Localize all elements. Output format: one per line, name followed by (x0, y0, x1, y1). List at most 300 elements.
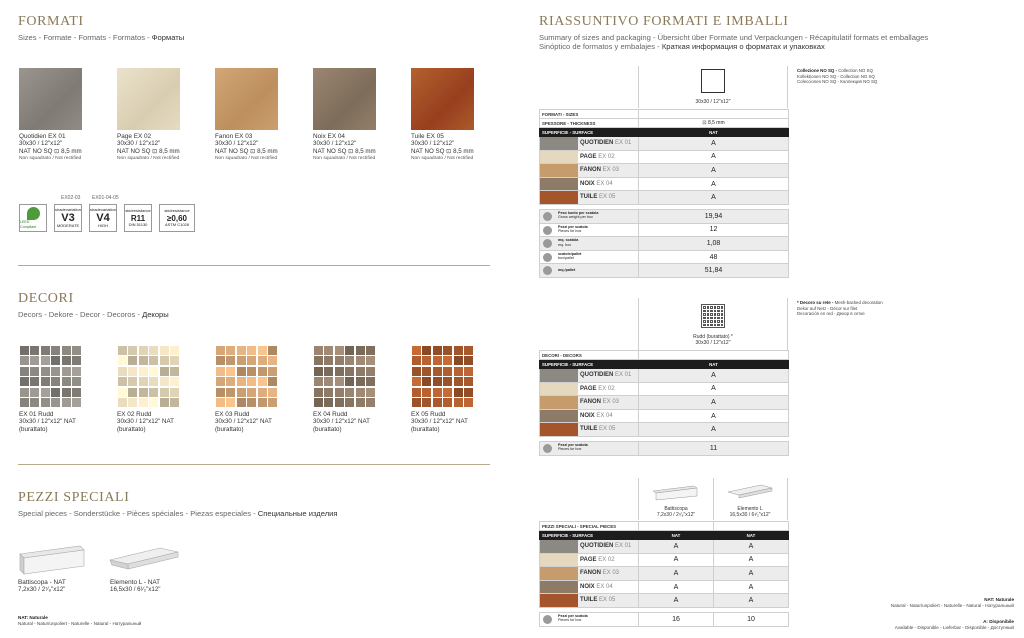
mosaic-cell (366, 388, 375, 397)
mosaic-cell (258, 356, 267, 365)
mosaic-cell (443, 377, 452, 386)
tile-swatch (19, 68, 82, 130)
mosaic-cell (366, 346, 375, 355)
mosaic-cell (247, 398, 256, 407)
mosaic-icon-cell (710, 306, 713, 309)
mosaic-cell (454, 356, 463, 365)
mosaic-cell (464, 388, 473, 397)
row-name: TUILE EX 05 (580, 597, 616, 604)
decori-title: DECORI (18, 291, 74, 306)
mosaic-cell (216, 398, 225, 407)
table-row: Pezzi per scatola Pieces for box 11 (540, 441, 789, 455)
mosaic-cell (268, 346, 277, 355)
mosaic-cell (170, 377, 179, 386)
formati-item-4 (313, 68, 376, 163)
mosaic-cell (464, 367, 473, 376)
item-size: 30x30 / 12"x12" (215, 140, 259, 148)
mosaic-cell (118, 356, 127, 365)
leaf-icon (27, 207, 40, 220)
color-chip (540, 540, 578, 553)
mosaic-cell (356, 367, 365, 376)
row-value: A (639, 409, 789, 423)
row-value: A (714, 580, 789, 594)
mosaic-cell (41, 346, 50, 355)
nat-legend-left (18, 615, 141, 627)
mosaic-cell (62, 367, 71, 376)
mosaic-cell (356, 346, 365, 355)
surface-value: NAT (714, 531, 789, 540)
item-spec: NAT NO SQ ⊡ 8,5 mm (215, 147, 278, 155)
row-value: A (639, 396, 789, 410)
leed-badge (19, 204, 47, 232)
mosaic-cell (226, 377, 235, 386)
mosaic-cell (118, 346, 127, 355)
mosaic-cell (149, 367, 158, 376)
mosaic-cell (216, 377, 225, 386)
item-name: Elemento L - NAT (110, 579, 161, 586)
row-value: 51,84 (639, 264, 789, 278)
mosaic-icon-cell (703, 310, 706, 313)
riassuntivo-title: RIASSUNTIVO FORMATI E IMBALLI (539, 14, 789, 29)
mosaic-cell (314, 367, 323, 376)
table-row (540, 540, 789, 554)
table-row (540, 409, 789, 423)
badge-bottom: DIN 51130 (128, 221, 148, 227)
mosaic-cell (324, 346, 333, 355)
table-row (540, 150, 789, 164)
mosaic-cell (128, 356, 137, 365)
mosaic-cell (62, 388, 71, 397)
mosaic-cell (51, 367, 60, 376)
mosaic-cell (335, 388, 344, 397)
item-spec: NAT NO SQ ⊡ 8,5 mm (117, 147, 180, 155)
mosaic-cell (422, 398, 431, 407)
mosaic-icon-cell (714, 310, 717, 313)
table-vline (638, 478, 639, 520)
mosaic-cell (41, 377, 50, 386)
surface-value: NAT (639, 531, 714, 540)
row-value: 19,94 (639, 209, 789, 223)
pezzi-subtitle: Special pieces - Sonderstücke - Pièces spéciales - Piezas especiales - Специальные изделия (18, 509, 338, 518)
mosaic-cell (247, 356, 256, 365)
mosaic-cell (160, 398, 169, 407)
spessore-value: ⊡ 8,5 mm (639, 119, 789, 128)
mosaic-cell (62, 346, 71, 355)
row-value: A (639, 382, 789, 396)
t3-col2-label: Elemento L 16,5x30 / 6¹⁄₂"x12" (729, 506, 771, 518)
mosaic-icon-cell (710, 320, 713, 323)
mosaic-cell (356, 356, 365, 365)
mosaic-cell (345, 388, 354, 397)
mosaic-cell (139, 388, 148, 397)
mosaic-cell (412, 377, 421, 386)
item-spec: NAT NO SQ ⊡ 8,5 mm (313, 147, 376, 155)
mosaic-icon-cell (703, 313, 706, 316)
mosaic-icon-cell (717, 310, 720, 313)
mosaic-cell (149, 346, 158, 355)
mosaic-cell (422, 356, 431, 365)
row-name: QUOTIDIEN EX 01 (580, 372, 632, 378)
item-note: Non squadrato / Not rectified (19, 156, 82, 162)
badge-bottom: HIGH (98, 222, 108, 228)
mosaic-cell (422, 346, 431, 355)
mosaic-cell (412, 356, 421, 365)
row-name: TUILE EX 05 (580, 426, 616, 433)
formati-label: FORMATI - SIZES (540, 110, 639, 119)
mosaic-cell (72, 398, 81, 407)
row-value: A (639, 191, 789, 205)
mosaic-icon-cell (703, 317, 706, 320)
mosaic-cell (356, 388, 365, 397)
row-name: NOIX EX 04 (580, 180, 613, 187)
formati-item-1 (19, 68, 82, 163)
item-name: Battiscopa - NAT (18, 579, 66, 586)
badge-bottom: MODERATE (56, 222, 80, 228)
mosaic-cell (454, 388, 463, 397)
mosaic-cell (268, 388, 277, 397)
mosaic-icon-cell (717, 306, 720, 309)
mosaic-cell (160, 367, 169, 376)
mosaic-cell (335, 346, 344, 355)
mosaic-cell (433, 346, 442, 355)
mosaic-cell (356, 398, 365, 407)
mosaic-icon-cell (721, 317, 724, 320)
row-value: A (639, 369, 789, 383)
mosaic-cell (226, 356, 235, 365)
surface-value: NAT (639, 360, 789, 369)
row-value: A (639, 567, 714, 581)
surface-value: NAT (639, 128, 789, 137)
summary-table-formati (539, 109, 789, 278)
table-vline (638, 66, 639, 108)
mosaic-swatch (19, 345, 82, 408)
table-row (540, 553, 789, 567)
row-value: A (639, 177, 789, 191)
mosaic-cell (464, 377, 473, 386)
mosaic-cell (237, 398, 246, 407)
mosaic-icon-cell (707, 306, 710, 309)
item-size: 30x30 / 12"x12" NAT (313, 418, 370, 426)
elemento-l-small-icon (727, 484, 773, 500)
row-value: 11 (639, 441, 789, 455)
mosaic-cell (30, 367, 39, 376)
mosaic-swatch (313, 345, 376, 408)
mosaic-cell (366, 377, 375, 386)
mosaic-icon-cell (710, 313, 713, 316)
mosaic-cell (170, 398, 179, 407)
mosaic-cell (51, 356, 60, 365)
item-size: 30x30 / 12"x12" NAT (411, 418, 468, 426)
mosaic-cell (51, 377, 60, 386)
row-value: A (714, 594, 789, 608)
row-value: 16 (639, 612, 714, 626)
table-row (540, 567, 789, 581)
mosaic-icon-cell (710, 324, 713, 327)
item-size: 30x30 / 12"x12" (411, 140, 455, 148)
mosaic-cell (139, 398, 148, 407)
badge-big: V4 (96, 211, 110, 224)
row-value: A (639, 150, 789, 164)
mosaic-cell (258, 377, 267, 386)
color-chip (540, 567, 578, 580)
item-note: Non squadrato / Not rectified (313, 156, 376, 162)
badge-top: skidresistance (164, 207, 190, 213)
shade-v3-badge (54, 204, 82, 232)
mosaic-icon-cell (707, 324, 710, 327)
mosaic-cell (412, 388, 421, 397)
mosaic-cell (314, 398, 323, 407)
a-legend (895, 619, 1014, 631)
color-chip (540, 137, 578, 150)
table-row (540, 191, 789, 205)
mosaic-cell (128, 377, 137, 386)
decori-item-3 (215, 345, 278, 433)
mosaic-cell (454, 398, 463, 407)
table-row (540, 423, 789, 437)
table-row (540, 177, 789, 191)
table-row (540, 382, 789, 396)
mosaic-cell (335, 356, 344, 365)
mosaic-cell (237, 388, 246, 397)
mosaic-cell (170, 388, 179, 397)
row-name: PAGE EX 02 (580, 556, 615, 563)
mosaic-cell (258, 367, 267, 376)
row-value: A (714, 540, 789, 554)
row-value: A (639, 164, 789, 178)
mosaic-cell (170, 346, 179, 355)
mosaic-cell (139, 346, 148, 355)
decori-item-2 (117, 345, 180, 433)
mosaic-cell (128, 367, 137, 376)
item-name: Page EX 02 (117, 133, 152, 140)
mosaic-cell (30, 356, 39, 365)
mosaic-cell (258, 346, 267, 355)
mosaic-swatch (215, 345, 278, 408)
row-value: A (714, 567, 789, 581)
mosaic-icon-cell (703, 324, 706, 327)
row-value: A (714, 553, 789, 567)
table-row (540, 396, 789, 410)
section-divider (18, 464, 490, 465)
mosaic-cell (324, 356, 333, 365)
badge-code-1: EX02-03 (61, 195, 81, 201)
badge-label: LEED Compliant (20, 219, 37, 229)
color-chip (540, 191, 578, 204)
badge-top: shadevariation (89, 206, 117, 212)
color-chip (540, 396, 578, 409)
mosaic-cell (366, 398, 375, 407)
mosaic-cell (30, 388, 39, 397)
row-value: 1,08 (639, 237, 789, 251)
mosaic-cell (20, 367, 29, 376)
mosaic-cell (226, 367, 235, 376)
mosaic-cell (433, 388, 442, 397)
mosaic-icon-cell (714, 306, 717, 309)
mosaic-cell (20, 388, 29, 397)
row-name: NOIX EX 04 (580, 583, 613, 590)
mosaic-cell (128, 398, 137, 407)
legend-title: NAT: Naturale (18, 615, 48, 620)
color-chip (540, 581, 578, 594)
badge-top: shadevariation (54, 206, 82, 212)
mosaic-cell (216, 388, 225, 397)
row-value: A (639, 594, 714, 608)
mosaic-cell (314, 377, 323, 386)
mosaic-cell (433, 398, 442, 407)
item-size: 30x30 / 12"x12" (313, 140, 357, 148)
t2-note: * Decoro su rete - Mesh-backed decoration Dekor auf Netz - Décor sur filet Decoración en red - Декор в сетке (797, 300, 883, 317)
color-chip (540, 151, 578, 164)
mosaic-cell (139, 356, 148, 365)
row-value: 12 (639, 223, 789, 237)
item-note: (burattato) (313, 425, 342, 433)
surface-label: SUPERFICIE - SURFACE (540, 128, 639, 137)
t1-size-label: 30x30 / 12"x12" (695, 99, 731, 105)
color-chip (540, 594, 578, 607)
t3-col1-label: Battiscopa 7,2x30 / 2⁷⁄₈"x12" (656, 506, 696, 518)
mosaic-cell (226, 388, 235, 397)
mosaic-cell (149, 377, 158, 386)
mosaic-cell (20, 356, 29, 365)
mosaic-cell (335, 377, 344, 386)
mosaic-cell (268, 356, 277, 365)
table-row: mq./pallet 51,84 (540, 264, 789, 278)
mosaic-icon-cell (721, 320, 724, 323)
mosaic-cell (247, 388, 256, 397)
mosaic-cell (324, 388, 333, 397)
mosaic-cell (412, 367, 421, 376)
color-chip (540, 164, 578, 177)
table-row (540, 164, 789, 178)
mosaic-icon-cell (717, 313, 720, 316)
decori-item-5 (411, 345, 474, 433)
mosaic-cell (345, 346, 354, 355)
row-name: FANON EX 03 (580, 570, 620, 577)
mosaic-icon-cell (707, 310, 710, 313)
table-row (540, 594, 789, 608)
mosaic-cell (62, 377, 71, 386)
tile-30x30-icon (701, 69, 725, 93)
mosaic-cell (366, 356, 375, 365)
legend-title: A: Disponibile (983, 619, 1014, 624)
mosaic-cell (268, 398, 277, 407)
summary-table-pezzi (539, 521, 789, 627)
item-name: Tuile EX 05 (411, 133, 444, 140)
mosaic-icon-cell (703, 320, 706, 323)
mosaic-icon-cell (717, 324, 720, 327)
row-value: 10 (714, 612, 789, 626)
item-name: EX 02 Rudd (117, 411, 152, 418)
pezzi-item-1 (18, 579, 66, 594)
skid-r11-badge (124, 204, 152, 232)
color-chip (540, 369, 578, 382)
pezzi-label: PEZZI SPECIALI - SPECIAL PIECES (540, 522, 639, 531)
row-name: PAGE EX 02 (580, 153, 615, 160)
decori-label: DECORI - DECORS (540, 351, 639, 360)
mosaic-icon-cell (714, 320, 717, 323)
elemento-l-image (108, 546, 180, 576)
table-row: Pezzi per scatola Pieces for box 12 (540, 223, 789, 237)
mosaic-cell (237, 367, 246, 376)
t2-size-label: Rudd (burattato) * 30x30 / 12"x12" (693, 334, 733, 346)
mosaic-cell (226, 346, 235, 355)
mosaic-cell (464, 346, 473, 355)
item-name: Fanon EX 03 (215, 133, 253, 140)
summary-table-decori (539, 350, 789, 456)
mosaic-cell (30, 398, 39, 407)
badge-code-2: EX01-04-05 (92, 195, 119, 201)
formati-item-3 (215, 68, 278, 163)
formati-item-2 (117, 68, 180, 163)
legend-text: Natural - Natur/unpoliert - Naturelle - Natural - Натуральный (890, 602, 1014, 608)
mosaic-cell (149, 388, 158, 397)
color-chip (540, 410, 578, 423)
decori-subtitle: Decors - Dekore - Decor - Decoros - Декоры (18, 310, 169, 319)
mosaic-cell (412, 346, 421, 355)
mosaic-icon-cell (710, 310, 713, 313)
mosaic-icon-cell (717, 320, 720, 323)
mosaic-icon-cell (710, 317, 713, 320)
mosaic-cell (149, 398, 158, 407)
mosaic-cell (160, 356, 169, 365)
mosaic-cell (72, 346, 81, 355)
mosaic-cell (41, 367, 50, 376)
mosaic-cell (237, 346, 246, 355)
item-note: (burattato) (117, 425, 146, 433)
mosaic-cell (454, 367, 463, 376)
mosaic-cell (118, 367, 127, 376)
mosaic-cell (422, 388, 431, 397)
mosaic-cell (464, 356, 473, 365)
item-name: EX 05 Rudd (411, 411, 446, 418)
mosaic-icon-cell (707, 320, 710, 323)
mosaic-cell (443, 356, 452, 365)
mosaic-swatch (117, 345, 180, 408)
table-row (540, 137, 789, 151)
mosaic-cell (422, 367, 431, 376)
item-note: (burattato) (411, 425, 440, 433)
mosaic-cell (30, 377, 39, 386)
mosaic-cell (454, 377, 463, 386)
mosaic-cell (324, 398, 333, 407)
mosaic-cell (268, 377, 277, 386)
mosaic-icon-cell (703, 306, 706, 309)
table-row (540, 369, 789, 383)
mosaic-cell (247, 377, 256, 386)
item-note: Non squadrato / Not rectified (215, 156, 278, 162)
row-value: A (639, 540, 714, 554)
table-row: Pezzi per scatola Pieces for box 16 10 (540, 612, 789, 626)
pieces-icon (543, 615, 552, 624)
color-chip (540, 423, 578, 436)
mosaic-cell (51, 398, 60, 407)
table-row: scatole/pallet box/pallet 48 (540, 250, 789, 264)
mosaic-cell (216, 356, 225, 365)
mosaic-cell (216, 367, 225, 376)
item-note: (burattato) (215, 425, 244, 433)
badge-bottom: ASTM C1028 (164, 221, 189, 227)
color-chip (540, 554, 578, 567)
item-note: Non squadrato / Not rectified (411, 156, 474, 162)
mosaic-icon-cell (717, 317, 720, 320)
mosaic-cell (314, 356, 323, 365)
mosaic-icon-cell (721, 306, 724, 309)
boxes-pallet-icon (543, 253, 552, 262)
item-spec: NAT NO SQ ⊡ 8,5 mm (411, 147, 474, 155)
badge-big: V3 (61, 211, 75, 224)
pezzi-title: PEZZI SPECIALI (18, 490, 130, 505)
table-vline (787, 298, 788, 350)
